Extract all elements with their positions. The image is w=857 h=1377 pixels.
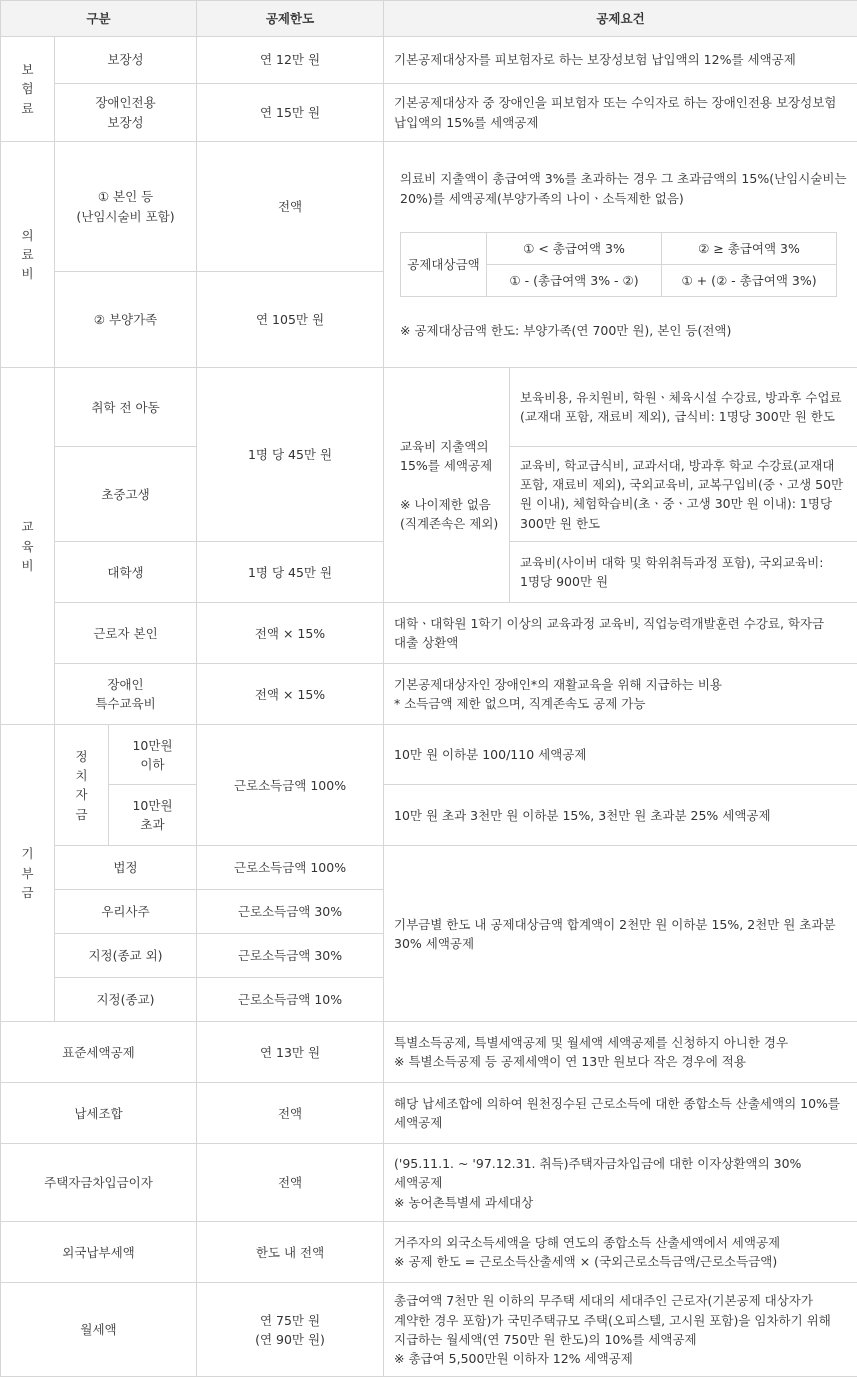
- row-description: 특별소득공제, 특별세액공제 및 월세액 세액공제를 신청하지 아니한 경우 ※ 특별소득공제 등 공제세액이 연 13만 원보다 작은 경우에 적용: [384, 1022, 857, 1083]
- row-description: 기본공제대상자를 피보험자로 하는 보장성보험 납입액의 12%를 세액공제: [384, 37, 857, 84]
- row-label: 월세액: [1, 1283, 197, 1377]
- table-row: [1, 1222, 857, 1283]
- table-row: [1, 142, 857, 272]
- table-row: [1, 1022, 857, 1083]
- header-limit: 공제한도: [197, 1, 384, 37]
- political-fund-label: 정 치 자 금: [55, 725, 109, 846]
- row-description: 기본공제대상자 중 장애인을 피보험자 또는 수익자로 하는 장애인전용 보장성보험 납입액의 15%를 세액공제: [384, 84, 857, 142]
- row-limit: 전액 × 15%: [197, 664, 384, 725]
- row-description: 해당 납세조합에 의하여 원천징수된 근로소득에 대한 종합소득 산출세액의 10%를 세액공제: [384, 1083, 857, 1144]
- medical-description: [384, 142, 857, 368]
- category-insurance: 보 험 료: [1, 37, 55, 142]
- row-label: 10만원 이하: [109, 725, 197, 785]
- row-limit: 전액: [197, 142, 384, 272]
- header-category: 구분: [1, 1, 197, 37]
- row-label: 근로자 본인: [55, 603, 197, 664]
- row-limit: 근로소득금액 100%: [197, 846, 384, 890]
- subtable-header: ① < 총급여액 3%: [487, 232, 662, 264]
- row-description: 총급여액 7천만 원 이하의 무주택 세대의 세대주인 근로자(기본공제 대상자가 계약한 경우 포함)가 국민주택규모 주택(오피스텔, 고시원 포함)을 임차하기 위해 지급하는 월세액(연 750만 원 한도)의 10%를 세액공제 ※ 총급여 5,500만원 이하자 12% 세액공제: [384, 1283, 857, 1377]
- row-limit: 연 13만 원: [197, 1022, 384, 1083]
- medical-note: ※ 공제대상금액 한도: 부양가족(연 700만 원), 본인 등(전액): [384, 321, 857, 340]
- row-label: 보장성: [55, 37, 197, 84]
- table-row: [1, 785, 857, 846]
- row-description: 교육비(사이버 대학 및 학위취득과정 포함), 국외교육비: 1명당 900만 원: [510, 542, 857, 603]
- table-row: [1, 1083, 857, 1144]
- table-row: [1, 37, 857, 84]
- row-limit: 근로소득금액 10%: [197, 978, 384, 1022]
- row-limit: 1명 당 45만 원: [197, 542, 384, 603]
- row-label: 지정(종교 외): [55, 934, 197, 978]
- table-row: [1, 846, 857, 890]
- row-limit: 전액: [197, 1083, 384, 1144]
- row-limit: 연 15만 원: [197, 84, 384, 142]
- row-label: 표준세액공제: [1, 1022, 197, 1083]
- medical-deduction-subtable: [400, 232, 837, 298]
- table-row: [1, 1283, 857, 1377]
- header-requirements: 공제요건: [384, 1, 857, 37]
- subtable-cell: ① - (총급여액 3% - ②): [487, 264, 662, 296]
- header-row: [1, 1, 857, 37]
- row-limit: 근로소득금액 100%: [197, 725, 384, 846]
- row-limit: 한도 내 전액: [197, 1222, 384, 1283]
- row-label: 대학생: [55, 542, 197, 603]
- row-label: 장애인 특수교육비: [55, 664, 197, 725]
- row-limit: 전액 × 15%: [197, 603, 384, 664]
- row-description: 기본공제대상자인 장애인*의 재활교육을 위해 지급하는 비용 * 소득금액 제한 없으며, 직계존속도 공제 가능: [384, 664, 857, 725]
- row-description: 거주자의 외국소득세액을 당해 연도의 종합소득 산출세액에서 세액공제 ※ 공제 한도 = 근로소득산출세액 × (국외근로소득금액/근로소득금액): [384, 1222, 857, 1283]
- subtable-label: 공제대상금액: [401, 232, 487, 297]
- row-label: ② 부양가족: [55, 272, 197, 368]
- row-label: 10만원 초과: [109, 785, 197, 846]
- table-row: [1, 1144, 857, 1222]
- category-education: 교 육 비: [1, 368, 55, 725]
- row-label: 초중고생: [55, 447, 197, 542]
- row-limit: 연 105만 원: [197, 272, 384, 368]
- row-label: 납세조합: [1, 1083, 197, 1144]
- row-label: 지정(종교): [55, 978, 197, 1022]
- row-description: 10만 원 초과 3천만 원 이하분 15%, 3천만 원 초과분 25% 세액공제: [384, 785, 857, 846]
- table-row: [1, 368, 857, 447]
- row-label: 취학 전 아동: [55, 368, 197, 447]
- medical-intro: 의료비 지출액이 총급여액 3%를 초과하는 경우 그 초과금액의 15%(난임시술비는 20%)를 세액공제(부양가족의 나이ㆍ소득제한 없음): [384, 169, 857, 208]
- row-description: 보육비용, 유치원비, 학원ㆍ체육시설 수강료, 방과후 수업료(교재대 포함, 재료비 제외), 급식비: 1명당 300만 원 한도: [510, 368, 857, 447]
- table-row: [1, 84, 857, 142]
- category-donation: 기 부 금: [1, 725, 55, 1022]
- row-description: 10만 원 이하분 100/110 세액공제: [384, 725, 857, 785]
- row-limit: 근로소득금액 30%: [197, 890, 384, 934]
- row-description: 대학ㆍ대학원 1학기 이상의 교육과정 교육비, 직업능력개발훈련 수강료, 학자금 대출 상환액: [384, 603, 857, 664]
- row-limit: 전액: [197, 1144, 384, 1222]
- category-medical: 의 료 비: [1, 142, 55, 368]
- row-label: ① 본인 등 (난임시술비 포함): [55, 142, 197, 272]
- subtable-cell: ① + (② - 총급여액 3%): [662, 264, 837, 296]
- row-label: 법정: [55, 846, 197, 890]
- table-row: [1, 725, 857, 785]
- row-description: ('95.11.1. ~ '97.12.31. 취득)주택자금차입금에 대한 이자상환액의 30% 세액공제 ※ 농어촌특별세 과세대상: [384, 1144, 857, 1222]
- table-row: [1, 664, 857, 725]
- row-label: 주택자금차입금이자: [1, 1144, 197, 1222]
- row-description: 기부금별 한도 내 공제대상금액 합계액이 2천만 원 이하분 15%, 2천만 원 초과분 30% 세액공제: [384, 846, 857, 1022]
- row-limit: 근로소득금액 30%: [197, 934, 384, 978]
- subtable-header: ② ≥ 총급여액 3%: [662, 232, 837, 264]
- table-row: [1, 603, 857, 664]
- row-label: 우리사주: [55, 890, 197, 934]
- row-label: 장애인전용 보장성: [55, 84, 197, 142]
- education-common-text: 교육비 지출액의 15%를 세액공제 ※ 나이제한 없음 (직계존속은 제외): [384, 368, 510, 603]
- row-limit: 연 12만 원: [197, 37, 384, 84]
- row-label: 외국납부세액: [1, 1222, 197, 1283]
- row-description: 교육비, 학교급식비, 교과서대, 방과후 학교 수강료(교재대 포함, 재료비 제외), 국외교육비, 교복구입비(중ㆍ고생 50만 원 이내), 체험학습비(초ㆍ중ㆍ고생 30만 원 이내): 1명당 300만 원 한도: [510, 447, 857, 542]
- row-limit: 연 75만 원 (연 90만 원): [197, 1283, 384, 1377]
- row-limit: 1명 당 45만 원: [197, 368, 384, 542]
